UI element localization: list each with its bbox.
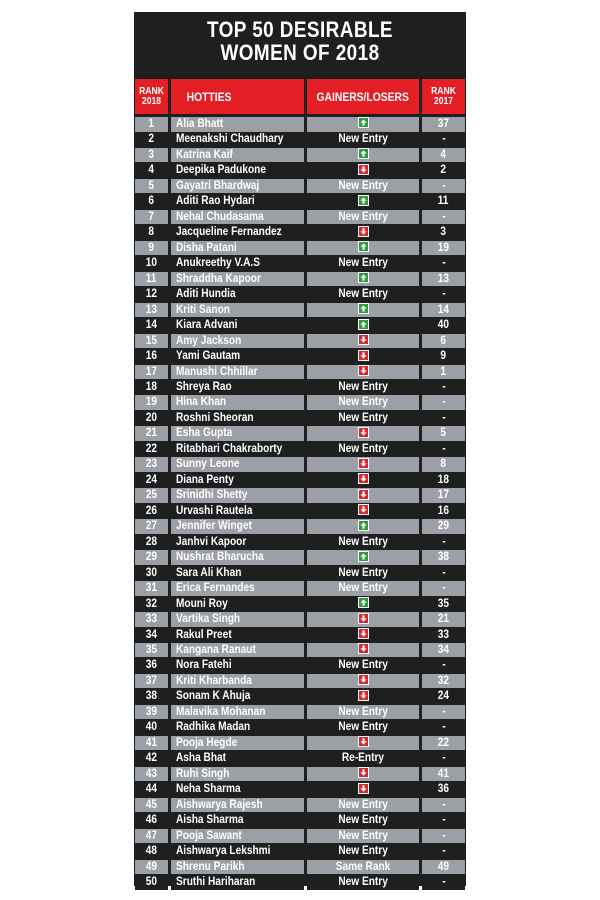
rank-2017-cell: 40 [422,318,465,333]
rank-2018-cell: 1 [135,117,168,132]
name-cell: Aditi Rao Hydari [171,194,304,209]
table-row [134,272,466,287]
table-row [134,395,466,410]
rank-2018-cell: 42 [135,751,168,766]
table-row [134,550,466,565]
arrow-down-icon [358,690,369,701]
change-cell: Re-Entry [307,751,419,766]
table-row [134,365,466,380]
rank-2018-cell: 48 [135,844,168,859]
arrow-up-icon [358,195,369,206]
change-cell: New Entry [307,395,419,410]
arrow-up-icon [358,241,369,252]
rank-2017-cell: 32 [422,674,465,689]
table-row [134,720,466,735]
arrow-down-icon [358,458,369,469]
rank-2017-cell: 16 [422,504,465,519]
arrow-down-icon [358,427,369,438]
name-cell: Aishwarya Lekshmi [171,844,304,859]
arrow-down-icon [358,674,369,685]
name-cell: Malavika Mohanan [171,705,304,720]
rank-2018-cell: 15 [135,334,168,349]
rank-2018-cell: 41 [135,736,168,751]
arrow-down-icon [358,736,369,747]
title-line-1: TOP 50 DESIRABLE [207,17,393,42]
name-cell: Sunny Leone [171,457,304,472]
rank-2018-cell: 32 [135,597,168,612]
change-cell [307,736,419,751]
change-cell: New Entry [307,875,419,890]
change-cell [307,349,419,364]
name-cell: Jacqueline Fernandez [171,225,304,240]
name-cell: Yami Gautam [171,349,304,364]
rank-2018-cell: 27 [135,519,168,534]
table-row [134,194,466,209]
rank-2018-cell: 37 [135,674,168,689]
rank-2017-cell: - [422,875,465,890]
table-row [134,597,466,612]
rank-2017-cell: 33 [422,628,465,643]
rank-2017-cell: 18 [422,473,465,488]
rank-2018-cell: 5 [135,179,168,194]
rank-2017-cell: - [422,720,465,735]
rank-2017-cell: - [422,705,465,720]
name-cell: Sonam K Ahuja [171,689,304,704]
table-row [134,875,466,890]
rank-2018-cell: 20 [135,411,168,426]
change-cell: New Entry [307,813,419,828]
arrow-down-icon [358,473,369,484]
change-cell: New Entry [307,720,419,735]
rank-2018-cell: 46 [135,813,168,828]
rank-2018-cell: 11 [135,272,168,287]
table-row [134,287,466,302]
change-cell: New Entry [307,210,419,225]
name-cell: Jennifer Winget [171,519,304,534]
table-row [134,751,466,766]
arrow-down-icon [358,767,369,778]
table-row [134,643,466,658]
rank-2017-cell: 8 [422,457,465,472]
table-row [134,411,466,426]
rank-2017-cell: - [422,287,465,302]
change-cell [307,272,419,287]
arrow-up-icon [358,551,369,562]
name-cell: Kiara Advani [171,318,304,333]
table-row [134,442,466,457]
change-cell [307,163,419,178]
name-cell: Deepika Padukone [171,163,304,178]
rank-2018-cell: 18 [135,380,168,395]
rank-2018-cell: 34 [135,628,168,643]
table-row [134,705,466,720]
rank-2017-cell: - [422,813,465,828]
arrow-down-icon [358,783,369,794]
rank-2018-cell: 47 [135,829,168,844]
rank-2018-cell: 16 [135,349,168,364]
name-cell: Esha Gupta [171,426,304,441]
change-cell: New Entry [307,844,419,859]
rank-2018-cell: 3 [135,148,168,163]
rank-2017-cell: - [422,581,465,596]
rank-2017-cell: - [422,411,465,426]
table-row [134,163,466,178]
rank-2017-cell: - [422,798,465,813]
change-cell [307,194,419,209]
change-cell: Same Rank [307,860,419,875]
rank-2017-cell: 11 [422,194,465,209]
table-row [134,488,466,503]
name-cell: Kriti Sanon [171,303,304,318]
table-row [134,674,466,689]
rank-2018-cell: 10 [135,256,168,271]
table-row [134,566,466,581]
rank-2018-cell: 25 [135,488,168,503]
change-cell [307,689,419,704]
table-row [134,581,466,596]
rank-2018-cell: 45 [135,798,168,813]
rank-2018-cell: 31 [135,581,168,596]
rank-2018-cell: 29 [135,550,168,565]
rank-2017-cell: 19 [422,241,465,256]
table-row [134,736,466,751]
table-row [134,256,466,271]
change-cell: New Entry [307,566,419,581]
change-cell [307,473,419,488]
rank-2018-cell: 2 [135,132,168,147]
rank-2018-cell: 36 [135,658,168,673]
rank-2018-cell: 26 [135,504,168,519]
rank-2018-cell: 14 [135,318,168,333]
arrow-down-icon [358,164,369,175]
name-cell: Aisha Sharma [171,813,304,828]
ranking-poster [134,12,466,889]
rank-2017-cell: - [422,256,465,271]
name-cell: Amy Jackson [171,334,304,349]
rank-2018-cell: 50 [135,875,168,890]
change-cell [307,117,419,132]
rank-2018-cell: 6 [135,194,168,209]
rank-2017-cell: 13 [422,272,465,287]
rank-2018-cell: 7 [135,210,168,225]
name-cell: Sruthi Hariharan [171,875,304,890]
change-cell: New Entry [307,581,419,596]
table-row [134,658,466,673]
name-cell: Nehal Chudasama [171,210,304,225]
rank-2017-cell: 6 [422,334,465,349]
table-row [134,473,466,488]
table-row [134,798,466,813]
name-cell: Neha Sharma [171,782,304,797]
rank-2017-cell: 35 [422,597,465,612]
change-cell: New Entry [307,658,419,673]
table-row [134,303,466,318]
rank-2018-cell: 30 [135,566,168,581]
rank-2017-cell: 37 [422,117,465,132]
change-cell [307,241,419,256]
change-cell: New Entry [307,179,419,194]
arrow-up-icon [358,597,369,608]
rank-2018-cell: 13 [135,303,168,318]
rank-2018-cell: 28 [135,535,168,550]
name-cell: Vartika Singh [171,612,304,627]
rank-2017-cell: - [422,844,465,859]
name-cell: Shrenu Parikh [171,860,304,875]
change-cell [307,782,419,797]
name-cell: Manushi Chhillar [171,365,304,380]
table-row [134,767,466,782]
table-row [134,117,466,132]
change-cell: New Entry [307,798,419,813]
table-row [134,612,466,627]
table-row [134,318,466,333]
rank-2018-cell: 33 [135,612,168,627]
change-cell [307,365,419,380]
table-row [134,504,466,519]
rank-2017-cell: 22 [422,736,465,751]
table-row [134,334,466,349]
rank-2017-cell: 38 [422,550,465,565]
table-row [134,689,466,704]
rank-2018-cell: 49 [135,860,168,875]
rank-2017-cell: - [422,442,465,457]
change-cell [307,597,419,612]
name-cell: Meenakshi Chaudhary [171,132,304,147]
rank-2017-cell: - [422,566,465,581]
name-cell: Anukreethy V.A.S [171,256,304,271]
rank-2018-cell: 21 [135,426,168,441]
name-cell: Asha Bhat [171,751,304,766]
name-cell: Shreya Rao [171,380,304,395]
poster-title [157,18,443,64]
table-row [134,535,466,550]
name-cell: Gayatri Bhardwaj [171,179,304,194]
header-rank-2018: RANK 2018 [135,79,168,114]
change-cell [307,225,419,240]
change-cell: New Entry [307,132,419,147]
rank-2018-cell: 19 [135,395,168,410]
rank-2017-cell: 41 [422,767,465,782]
name-cell: Rakul Preet [171,628,304,643]
arrow-down-icon [358,504,369,515]
arrow-up-icon [358,520,369,531]
name-cell: Nushrat Bharucha [171,550,304,565]
name-cell: Ritabhari Chakraborty [171,442,304,457]
rank-2017-cell: 24 [422,689,465,704]
rank-2018-cell: 8 [135,225,168,240]
rank-2018-cell: 12 [135,287,168,302]
arrow-up-icon [358,148,369,159]
name-cell: Katrina Kaif [171,148,304,163]
change-cell [307,426,419,441]
table-row [134,813,466,828]
header-rank-2017: RANK 2017 [422,79,465,114]
rank-2017-cell: 49 [422,860,465,875]
rank-2018-cell: 38 [135,689,168,704]
change-cell [307,628,419,643]
rank-2017-cell: - [422,395,465,410]
arrow-down-icon [358,350,369,361]
name-cell: Roshni Sheoran [171,411,304,426]
change-cell: New Entry [307,256,419,271]
rank-2017-cell: - [422,132,465,147]
name-cell: Mouni Roy [171,597,304,612]
rank-2017-cell: - [422,535,465,550]
rank-2018-cell: 39 [135,705,168,720]
change-cell [307,550,419,565]
table-row [134,241,466,256]
rank-2017-cell: 4 [422,148,465,163]
table-row [134,179,466,194]
change-cell [307,488,419,503]
name-cell: Kriti Kharbanda [171,674,304,689]
rank-2017-cell: 2 [422,163,465,178]
table-row [134,148,466,163]
rank-2017-cell: 21 [422,612,465,627]
rank-2018-cell: 40 [135,720,168,735]
rank-2017-cell: 29 [422,519,465,534]
table-row [134,132,466,147]
change-cell: New Entry [307,380,419,395]
change-cell: New Entry [307,411,419,426]
arrow-down-icon [358,365,369,376]
rank-2017-cell: - [422,658,465,673]
rank-2017-cell: - [422,751,465,766]
arrow-up-icon [358,319,369,330]
change-cell [307,457,419,472]
change-cell [307,643,419,658]
rank-2018-cell: 23 [135,457,168,472]
name-cell: Sara Ali Khan [171,566,304,581]
change-cell: New Entry [307,829,419,844]
rank-2017-cell: 1 [422,365,465,380]
arrow-up-icon [358,117,369,128]
change-cell [307,148,419,163]
arrow-down-icon [358,226,369,237]
table-row [134,860,466,875]
change-cell: New Entry [307,287,419,302]
rank-2017-cell: - [422,210,465,225]
name-cell: Aditi Hundia [171,287,304,302]
arrow-down-icon [358,334,369,345]
change-cell: New Entry [307,442,419,457]
change-cell: New Entry [307,705,419,720]
arrow-down-icon [358,489,369,500]
table-row [134,426,466,441]
rank-2017-cell: 14 [422,303,465,318]
rank-2018-cell: 24 [135,473,168,488]
table-row [134,349,466,364]
name-cell: Ruhi Singh [171,767,304,782]
arrow-down-icon [358,643,369,654]
header-gainers-losers: GAINERS/LOSERS [307,79,419,114]
change-cell [307,612,419,627]
rank-2017-cell: 17 [422,488,465,503]
rank-2017-cell: - [422,829,465,844]
arrow-down-icon [358,628,369,639]
arrow-up-icon [358,272,369,283]
name-cell: Erica Fernandes [171,581,304,596]
name-cell: Nora Fatehi [171,658,304,673]
table-row [134,844,466,859]
change-cell [307,334,419,349]
change-cell [307,318,419,333]
name-cell: Alia Bhatt [171,117,304,132]
change-cell [307,504,419,519]
rank-2018-cell: 9 [135,241,168,256]
header-hotties: HOTTIES [171,79,304,114]
table-row [134,225,466,240]
rank-2018-cell: 35 [135,643,168,658]
table-row [134,210,466,225]
change-cell: New Entry [307,535,419,550]
rank-2018-cell: 17 [135,365,168,380]
table-row [134,519,466,534]
arrow-down-icon [358,613,369,624]
name-cell: Radhika Madan [171,720,304,735]
title-line-2: WOMEN OF 2018 [220,40,380,65]
rank-2018-cell: 4 [135,163,168,178]
name-cell: Pooja Sawant [171,829,304,844]
name-cell: Janhvi Kapoor [171,535,304,550]
change-cell [307,767,419,782]
rank-2017-cell: 9 [422,349,465,364]
table-row [134,782,466,797]
name-cell: Kangana Ranaut [171,643,304,658]
change-cell [307,303,419,318]
name-cell: Disha Patani [171,241,304,256]
name-cell: Shraddha Kapoor [171,272,304,287]
rank-2017-cell: - [422,380,465,395]
rank-2018-cell: 22 [135,442,168,457]
arrow-up-icon [358,303,369,314]
table-row [134,628,466,643]
change-cell [307,519,419,534]
table-row [134,380,466,395]
rank-2017-cell: 34 [422,643,465,658]
table-row [134,829,466,844]
table-row [134,457,466,472]
change-cell [307,674,419,689]
name-cell: Srinidhi Shetty [171,488,304,503]
name-cell: Aishwarya Rajesh [171,798,304,813]
rank-2017-cell: 5 [422,426,465,441]
name-cell: Hina Khan [171,395,304,410]
rank-2018-cell: 44 [135,782,168,797]
rank-2018-cell: 43 [135,767,168,782]
rank-2017-cell: 36 [422,782,465,797]
name-cell: Pooja Hegde [171,736,304,751]
name-cell: Urvashi Rautela [171,504,304,519]
rank-2017-cell: 3 [422,225,465,240]
rank-2017-cell: - [422,179,465,194]
name-cell: Diana Penty [171,473,304,488]
